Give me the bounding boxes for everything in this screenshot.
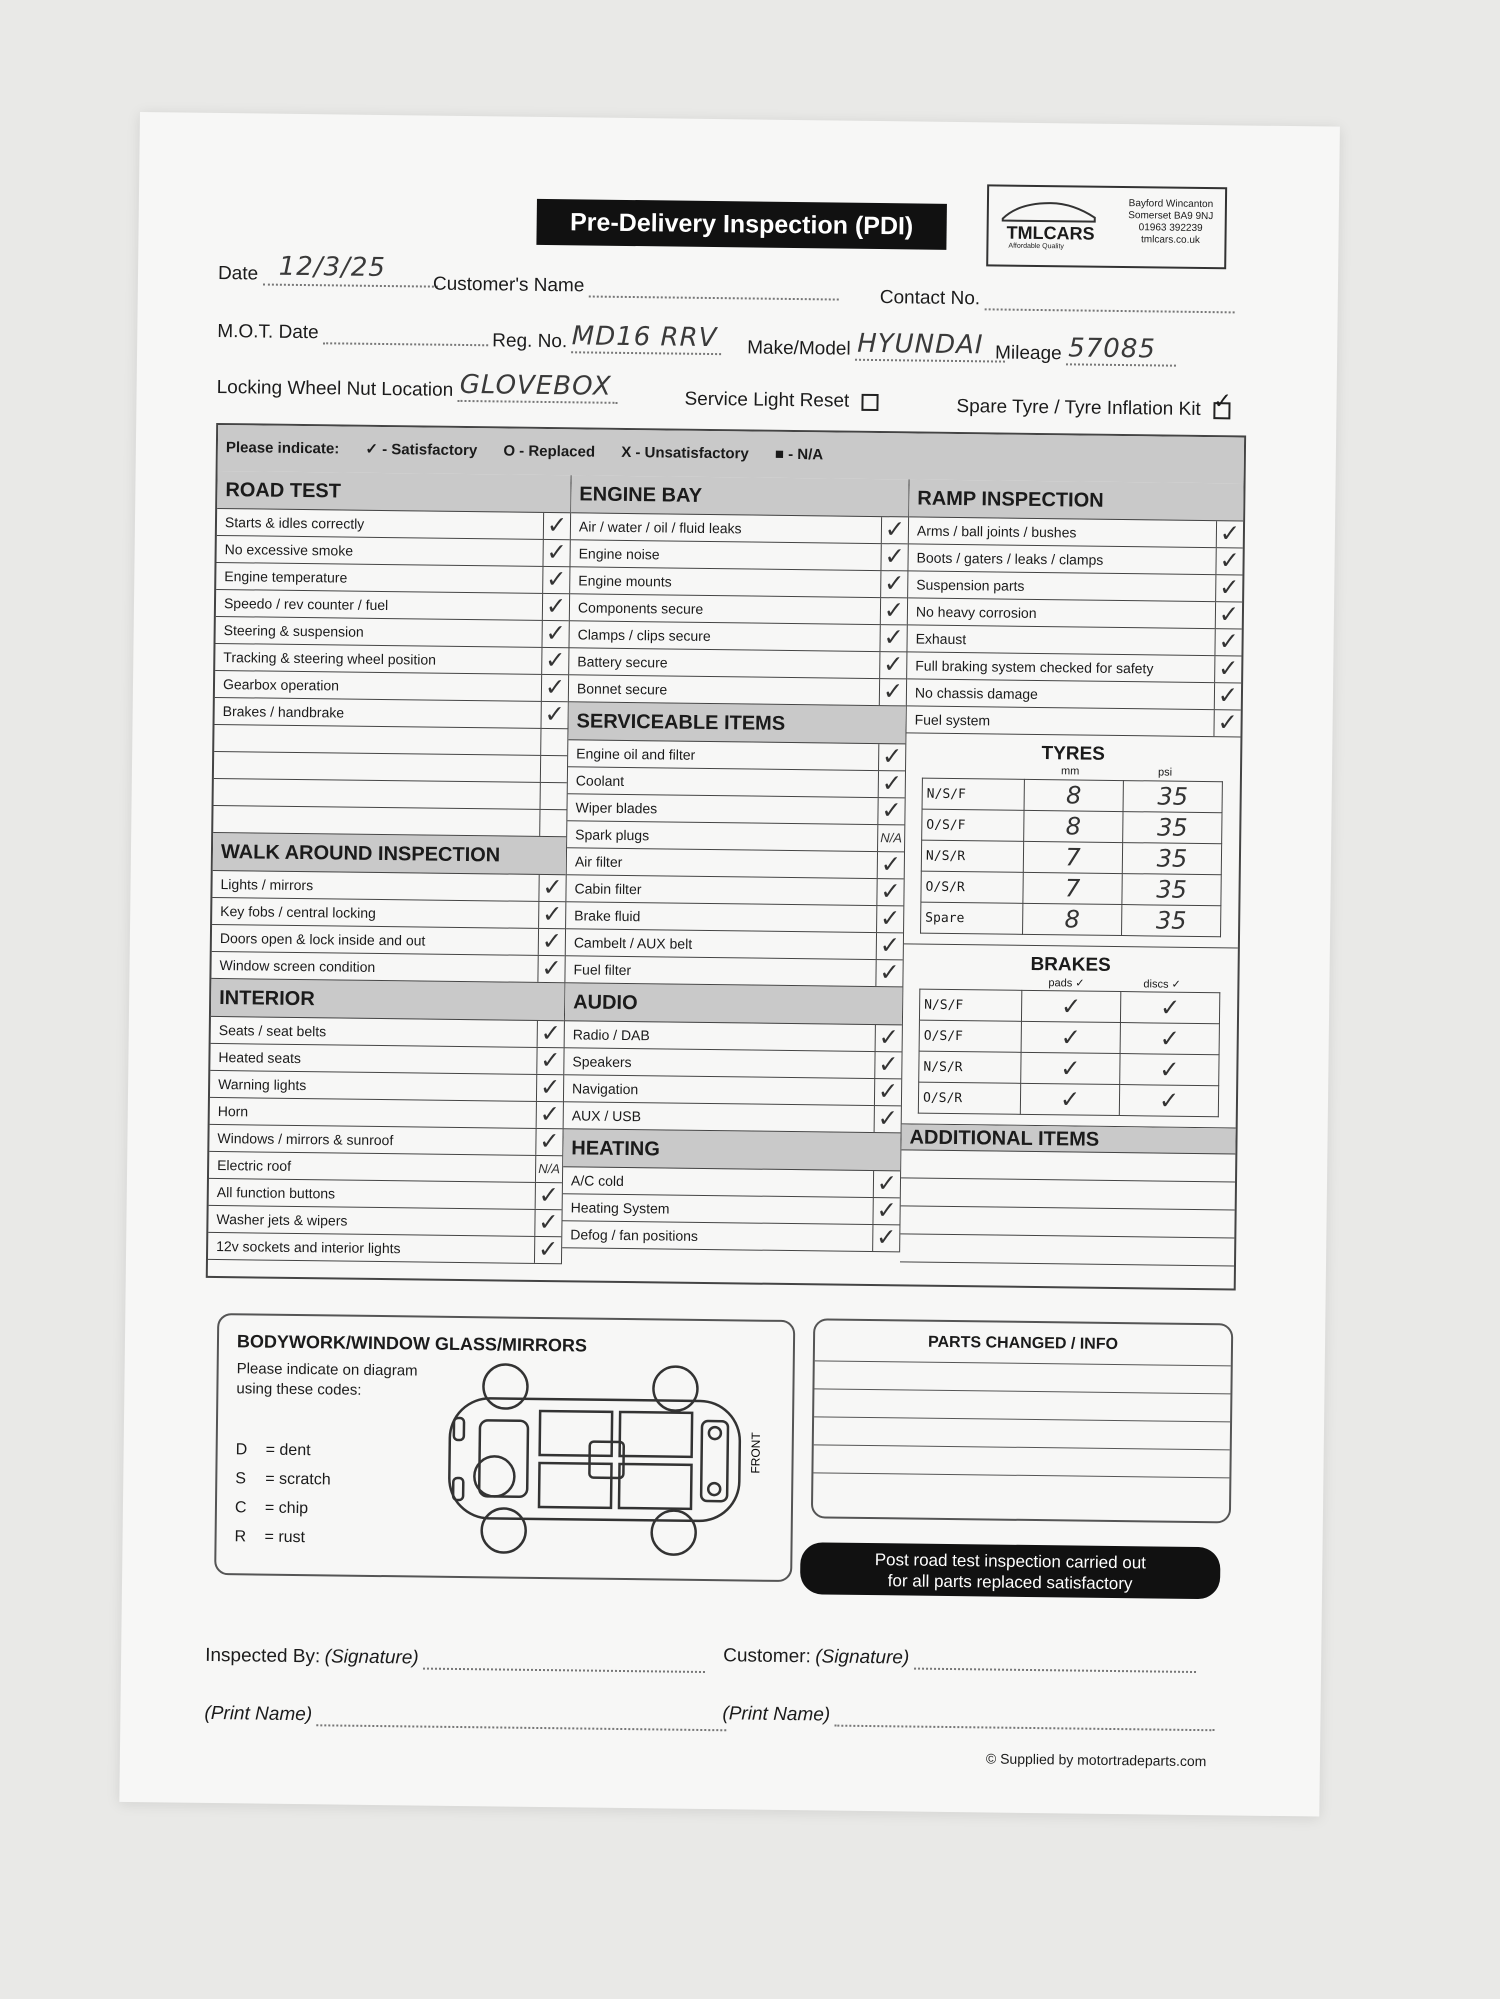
checklist-mark-box[interactable]: ✓ xyxy=(541,675,568,701)
brakes-pads-value[interactable]: ✓ xyxy=(1021,1021,1120,1053)
checklist-row xyxy=(214,725,567,756)
checklist-item-label: Steering & suspension xyxy=(223,622,364,640)
checklist-row xyxy=(907,625,1241,656)
brakes-pads-header: pads ✓ xyxy=(1048,977,1085,990)
checklist-mark-box[interactable]: ✓ xyxy=(880,571,907,597)
checklist-item-label: Speakers xyxy=(572,1053,632,1071)
checklist-mark-box[interactable]: ✓ xyxy=(542,540,569,566)
tyres-mm-value[interactable]: 7 xyxy=(1023,872,1122,904)
checklist-row xyxy=(571,513,908,544)
legend-na: ■ - N/A xyxy=(774,445,824,464)
checklist-row xyxy=(210,1098,563,1129)
column-left xyxy=(208,471,572,1264)
mileage-value: 57085 xyxy=(1067,333,1157,365)
position-label: O/S/F xyxy=(919,1020,1021,1052)
checklist-item-label: Components secure xyxy=(577,599,704,617)
tyres-section xyxy=(904,733,1241,948)
checklist-item-label: Lights / mirrors xyxy=(220,876,314,894)
car-silhouette-icon xyxy=(999,195,1099,226)
service-light-checkbox[interactable] xyxy=(862,394,879,411)
checklist-row xyxy=(565,956,902,987)
checklist-item-label: Exhaust xyxy=(915,630,967,648)
checklist-item-label: Window screen condition xyxy=(219,957,376,975)
checklist-item-label: Brakes / handbrake xyxy=(222,703,345,721)
checklist-mark-box[interactable]: ✓ xyxy=(1214,629,1241,655)
mot-date-field[interactable]: M.O.T. Date xyxy=(217,321,488,346)
checklist-item-label: Doors open & lock inside and out xyxy=(219,930,426,949)
checklist-item-label: Fuel system xyxy=(914,711,991,729)
spare-tyre-field[interactable]: Spare Tyre / Tyre Inflation Kit ✓ xyxy=(956,388,1232,420)
logo-tagline: Affordable Quality xyxy=(1008,242,1064,251)
reg-no-value: MD16 RRV xyxy=(571,321,718,354)
position-label: N/S/F xyxy=(919,989,1021,1021)
heating-section xyxy=(562,1129,900,1252)
checklist-row xyxy=(208,1206,561,1237)
checklist-mark-box[interactable]: ✓ xyxy=(872,1225,899,1251)
checklist-row xyxy=(564,1102,901,1133)
checklist-row xyxy=(569,621,906,652)
checklist-item-label: Speedo / rev counter / fuel xyxy=(223,595,389,614)
checklist-item-label: Bonnet secure xyxy=(576,680,668,698)
legend-replaced: O - Replaced xyxy=(503,442,596,461)
interior-section xyxy=(208,979,564,1264)
checklist-item-label: Heated seats xyxy=(218,1049,302,1067)
checklist-row xyxy=(216,617,569,648)
checklist-item-label: Windows / mirrors & sunroof xyxy=(217,1130,394,1149)
checklist-mark-box[interactable]: ✓ xyxy=(875,960,902,986)
customer-name-field[interactable]: Customer's Name xyxy=(433,274,839,301)
walk-around-section-title: WALK AROUND INSPECTION xyxy=(213,833,566,875)
checklist-item-label: Electric roof xyxy=(217,1157,292,1174)
checklist-item-label: Starts & idles correctly xyxy=(224,514,365,532)
checklist-row xyxy=(216,563,569,594)
car-diagram-icon[interactable] xyxy=(428,1358,770,1562)
checklist-mark-box[interactable]: ✓ xyxy=(538,902,565,928)
front-label: FRONT xyxy=(748,1432,763,1474)
checklist-mark-box[interactable]: ✓ xyxy=(1215,602,1242,628)
bodywork-codes: D = dent S = scratch C = chip R = rust xyxy=(234,1441,331,1547)
checklist-row xyxy=(569,675,906,706)
checklist-mark-box[interactable]: ✓ xyxy=(536,1075,563,1101)
additional-line[interactable] xyxy=(900,1234,1234,1266)
logo-address: Bayford Wincanton Somerset BA9 9NJ 01963 392239 tmlcars.co.uk xyxy=(1128,198,1214,246)
checklist-item-label: No excessive smoke xyxy=(224,541,354,559)
checklist-mark-box[interactable]: ✓ xyxy=(874,1106,901,1132)
road-test-section xyxy=(213,471,570,837)
checklist-item-label: Engine temperature xyxy=(224,568,348,586)
walk-around-section xyxy=(211,833,566,983)
column-right xyxy=(900,479,1244,1266)
tyres-mm-value[interactable]: 8 xyxy=(1024,810,1123,842)
position-label: N/S/F xyxy=(922,778,1024,810)
checklist-row xyxy=(570,540,907,571)
tyres-mm-value[interactable]: 8 xyxy=(1023,903,1122,935)
checklist-row xyxy=(570,567,907,598)
checklist-item-label: Gearbox operation xyxy=(222,676,340,694)
pdi-form-sheet xyxy=(119,112,1340,1817)
brakes-row xyxy=(919,1020,1219,1055)
checklist-mark-box[interactable]: ✓ xyxy=(541,621,568,647)
serviceable-section xyxy=(565,702,905,987)
checklist-row xyxy=(564,1048,901,1079)
checklist-mark-box[interactable]: ✓ xyxy=(876,906,903,932)
checklist-item-label: Engine oil and filter xyxy=(576,745,696,763)
checklist-row xyxy=(566,875,903,906)
customer-signature[interactable]: Customer: (Signature) xyxy=(723,1645,1196,1673)
checklist-row xyxy=(210,1044,563,1075)
checklist-row xyxy=(568,740,905,771)
checklist-mark-box[interactable]: ✓ xyxy=(877,798,904,824)
checklist-row xyxy=(209,1125,562,1156)
checklist-row xyxy=(562,1221,899,1252)
checklist-mark-box[interactable]: ✓ xyxy=(534,1237,561,1263)
tyres-title: TYRES xyxy=(1041,743,1106,765)
road-test-section-title: ROAD TEST xyxy=(217,471,570,513)
position-label: O/S/R xyxy=(921,871,1023,903)
checklist-mark-box[interactable]: N/A xyxy=(877,825,904,851)
bodywork-instructions: Please indicate on diagram using these codes: xyxy=(236,1360,418,1399)
checklist-item-label: Warning lights xyxy=(218,1076,307,1094)
audio-section-title: AUDIO xyxy=(565,983,902,1025)
checklist-item-label: Battery secure xyxy=(577,653,668,671)
checklist-row xyxy=(907,679,1241,710)
brakes-pads-value[interactable]: ✓ xyxy=(1021,1052,1120,1084)
checklist-mark-box[interactable]: ✓ xyxy=(536,1048,563,1074)
heating-section-title: HEATING xyxy=(563,1129,900,1171)
brakes-row xyxy=(919,989,1219,1024)
checklist-mark-box[interactable]: ✓ xyxy=(1214,683,1241,709)
checklist-row xyxy=(214,752,567,783)
checklist-mark-box[interactable]: ✓ xyxy=(880,544,907,570)
checklist-item-label: Arms / ball joints / bushes xyxy=(916,522,1077,541)
checklist-row xyxy=(216,536,569,567)
checklist-row xyxy=(210,1071,563,1102)
brakes-pads-value[interactable]: ✓ xyxy=(1020,1083,1119,1115)
checklist-mark-box[interactable]: ✓ xyxy=(876,879,903,905)
position-label: O/S/F xyxy=(922,809,1024,841)
additional-line[interactable] xyxy=(901,1150,1235,1182)
locking-wheel-nut-field[interactable]: Locking Wheel Nut Location GLOVEBOX xyxy=(216,377,617,404)
checklist-row xyxy=(906,706,1240,737)
tyres-row xyxy=(922,809,1222,844)
checklist-mark-box[interactable]: ✓ xyxy=(879,679,906,705)
checklist-item-label: Seats / seat belts xyxy=(218,1022,327,1040)
checklist-mark-box[interactable]: ✓ xyxy=(535,1129,562,1155)
checklist-item-label: No heavy corrosion xyxy=(915,603,1037,621)
brakes-discs-value[interactable]: ✓ xyxy=(1120,1054,1219,1086)
checklist-row xyxy=(215,644,568,675)
brakes-discs-value[interactable]: ✓ xyxy=(1120,1023,1219,1055)
mileage-field[interactable]: Mileage 57085 xyxy=(995,342,1176,366)
checklist-item-label: Full braking system checked for safety xyxy=(915,657,1154,677)
checklist-item-label: No chassis damage xyxy=(914,684,1039,703)
checklist-row xyxy=(566,902,903,933)
checklist-mark-box[interactable]: ✓ xyxy=(876,933,903,959)
tyres-mm-header: mm xyxy=(1060,765,1080,778)
checklist-row xyxy=(569,648,906,679)
service-light-field[interactable]: Service Light Reset xyxy=(684,389,878,413)
engine-bay-section-title: ENGINE BAY xyxy=(571,475,908,517)
checklist-item-label: Coolant xyxy=(575,772,625,789)
checklist-row xyxy=(562,1194,899,1225)
tyres-psi-value[interactable]: 35 xyxy=(1122,905,1221,937)
additional-line[interactable] xyxy=(901,1178,1235,1210)
checklist-row xyxy=(213,806,566,837)
checklist-mark-box[interactable]: ✓ xyxy=(878,771,905,797)
contact-field[interactable]: Contact No. xyxy=(880,287,1235,313)
checklist-item-label: AUX / USB xyxy=(571,1107,642,1125)
checklist-mark-box[interactable]: ✓ xyxy=(538,875,565,901)
checklist-item-label: All function buttons xyxy=(216,1184,336,1202)
checklist-row xyxy=(563,1167,900,1198)
checklist-row xyxy=(215,671,568,702)
checklist-row xyxy=(215,698,568,729)
checklist-mark-box[interactable]: ✓ xyxy=(537,956,564,982)
checklist-row xyxy=(908,544,1242,575)
checklist-item-label: Heating System xyxy=(570,1199,670,1217)
checklist-mark-box[interactable]: ✓ xyxy=(1215,548,1242,574)
checklist-mark-box[interactable]: ✓ xyxy=(1215,575,1242,601)
brakes-discs-value[interactable]: ✓ xyxy=(1119,1085,1218,1117)
checklist-mark-box[interactable] xyxy=(540,783,567,809)
inspection-grid xyxy=(206,423,1246,1291)
locking-wheel-nut-value: GLOVEBOX xyxy=(459,369,612,402)
checklist-item-label: Cabin filter xyxy=(574,880,642,898)
checklist-mark-box[interactable]: ✓ xyxy=(542,567,569,593)
checklist-item-label: Washer jets & wipers xyxy=(216,1211,348,1229)
checklist-row xyxy=(909,517,1243,548)
make-model-field[interactable]: Make/Model HYUNDAI xyxy=(747,337,1005,362)
checklist-mark-box[interactable] xyxy=(540,756,567,782)
engine-bay-section xyxy=(569,475,909,706)
checklist-item-label: Air / water / oil / fluid leaks xyxy=(578,518,742,537)
date-value: 12/3/25 xyxy=(278,251,387,284)
checklist-mark-box[interactable]: ✓ xyxy=(1213,710,1240,736)
column-middle xyxy=(562,475,909,1252)
checklist-row xyxy=(567,821,904,852)
spare-tyre-checkbox[interactable] xyxy=(1213,388,1232,419)
checklist-row xyxy=(212,871,565,902)
checklist-mark-box[interactable]: ✓ xyxy=(874,1052,901,1078)
brakes-title: BRAKES xyxy=(1030,953,1111,976)
checklist-mark-box[interactable]: ✓ xyxy=(878,744,905,770)
tyres-psi-value[interactable]: 35 xyxy=(1123,812,1222,844)
tyres-row xyxy=(921,840,1221,875)
tyres-psi-value[interactable]: 35 xyxy=(1123,781,1222,813)
position-label: O/S/R xyxy=(918,1082,1020,1114)
checklist-mark-box[interactable]: ✓ xyxy=(1216,521,1243,547)
logo-brand: TMLCARS xyxy=(1006,222,1095,244)
tyres-row xyxy=(922,778,1222,813)
checklist-mark-box[interactable]: ✓ xyxy=(879,652,906,678)
ramp-inspection-section xyxy=(906,479,1243,737)
checklist-mark-box[interactable]: ✓ xyxy=(541,648,568,674)
post-road-test-banner: Post road test inspection carried out for all parts replaced satisfactory xyxy=(800,1542,1221,1599)
position-label: Spare xyxy=(921,902,1023,934)
brakes-pads-value[interactable]: ✓ xyxy=(1021,990,1120,1022)
tyres-row xyxy=(921,871,1221,906)
checklist-row xyxy=(209,1179,562,1210)
checklist-item-label: Fuel filter xyxy=(573,961,632,979)
checklist-item-label: Suspension parts xyxy=(916,576,1025,594)
checklist-row xyxy=(567,794,904,825)
checklist-item-label: Key fobs / central locking xyxy=(220,903,376,921)
checklist-row xyxy=(212,925,565,956)
audio-section xyxy=(564,983,903,1133)
checklist-mark-box[interactable] xyxy=(540,729,567,755)
checklist-mark-box[interactable]: N/A xyxy=(535,1156,562,1182)
checklist-item-label: Tracking & steering wheel position xyxy=(223,649,437,668)
checklist-row xyxy=(211,952,564,983)
checklist-item-label: Wiper blades xyxy=(575,799,658,817)
ramp-inspection-section-title: RAMP INSPECTION xyxy=(909,479,1243,521)
interior-section-title: INTERIOR xyxy=(211,979,564,1021)
parts-line[interactable] xyxy=(813,1445,1229,1478)
serviceable-section-title: SERVICEABLE ITEMS xyxy=(568,702,905,744)
checklist-mark-box[interactable]: ✓ xyxy=(535,1183,562,1209)
bodywork-panel xyxy=(214,1313,795,1582)
checklist-mark-box[interactable]: ✓ xyxy=(537,1021,564,1047)
checklist-mark-box[interactable]: ✓ xyxy=(881,517,908,543)
checklist-item-label: Clamps / clips secure xyxy=(577,626,711,645)
checklist-row xyxy=(907,652,1241,683)
checklist-row xyxy=(570,594,907,625)
additional-line[interactable] xyxy=(900,1206,1234,1238)
checklist-row xyxy=(208,1233,561,1264)
checklist-mark-box[interactable]: ✓ xyxy=(536,1102,563,1128)
checklist-item-label: Engine mounts xyxy=(578,572,672,590)
position-label: N/S/R xyxy=(919,1051,1021,1083)
additional-items-title: ADDITIONAL ITEMS xyxy=(901,1124,1235,1154)
reg-no-field[interactable]: Reg. No. MD16 RRV xyxy=(492,330,722,355)
form-title: Pre-Delivery Inspection (PDI) xyxy=(536,199,947,250)
inspected-by-signature[interactable]: Inspected By: (Signature) xyxy=(205,1645,705,1673)
checklist-row xyxy=(567,848,904,879)
checklist-row xyxy=(209,1152,562,1183)
checklist-row xyxy=(908,571,1242,602)
checklist-mark-box[interactable]: ✓ xyxy=(879,625,906,651)
checklist-item-label: Brake fluid xyxy=(574,907,641,925)
supplied-by-footer: © Supplied by motortradeparts.com xyxy=(985,1750,1207,1770)
checklist-item-label: Boots / gaters / leaks / clamps xyxy=(916,549,1104,568)
legend-prefix: Please indicate: xyxy=(225,439,340,458)
checklist-item-label: Air filter xyxy=(574,853,623,870)
checklist-mark-box[interactable]: ✓ xyxy=(875,1025,902,1051)
checklist-mark-box[interactable]: ✓ xyxy=(542,594,569,620)
checklist-row xyxy=(568,767,905,798)
checklist-item-label: Navigation xyxy=(572,1080,639,1098)
brakes-discs-header: discs ✓ xyxy=(1143,978,1181,991)
customer-print-name[interactable]: (Print Name) xyxy=(722,1703,1214,1731)
checklist-mark-box[interactable]: ✓ xyxy=(880,598,907,624)
brakes-row xyxy=(918,1082,1218,1117)
checklist-row xyxy=(216,590,569,621)
position-label: N/S/R xyxy=(921,840,1023,872)
date-field[interactable]: Date 12/3/25 xyxy=(218,263,438,288)
checklist-item-label: A/C cold xyxy=(570,1172,624,1189)
tyres-row xyxy=(921,902,1221,937)
checklist-item-label: Spark plugs xyxy=(575,826,650,844)
checklist-item-label: Engine noise xyxy=(578,545,660,563)
legend-unsatisfactory: X - Unsatisfactory xyxy=(621,443,749,463)
checklist-mark-box[interactable]: ✓ xyxy=(543,513,570,539)
checklist-row xyxy=(566,929,903,960)
tyres-psi-header: psi xyxy=(1157,766,1173,779)
tyres-mm-value[interactable]: 7 xyxy=(1023,841,1122,873)
checklist-mark-box[interactable]: ✓ xyxy=(1214,656,1241,682)
checklist-row xyxy=(211,1017,564,1048)
tyres-mm-value[interactable]: 8 xyxy=(1024,779,1123,811)
brakes-discs-value[interactable]: ✓ xyxy=(1120,992,1219,1024)
checkmark-icon: ✓ xyxy=(1213,388,1232,414)
inspector-print-name[interactable]: (Print Name) xyxy=(204,1703,726,1731)
checklist-row xyxy=(212,898,565,929)
make-model-value: HYUNDAI xyxy=(856,328,984,361)
checklist-mark-box[interactable] xyxy=(539,810,566,836)
parts-changed-panel xyxy=(811,1318,1233,1523)
checklist-item-label: Defog / fan positions xyxy=(570,1226,699,1244)
tyres-table xyxy=(920,778,1223,938)
checklist-row xyxy=(217,509,570,540)
checklist-mark-box[interactable]: ✓ xyxy=(534,1210,561,1236)
checklist-mark-box[interactable]: ✓ xyxy=(873,1171,900,1197)
additional-items-section xyxy=(900,1124,1236,1266)
brakes-row xyxy=(919,1051,1219,1086)
checklist-item-label: Radio / DAB xyxy=(572,1026,650,1044)
checklist-item-label: 12v sockets and interior lights xyxy=(216,1238,401,1257)
checklist-row xyxy=(565,1021,902,1052)
checklist-mark-box[interactable]: ✓ xyxy=(877,852,904,878)
checklist-item-label: Cambelt / AUX belt xyxy=(573,934,693,952)
checklist-row xyxy=(908,598,1242,629)
checklist-row xyxy=(564,1075,901,1106)
checklist-item-label: Horn xyxy=(217,1103,249,1120)
checklist-row xyxy=(214,779,567,810)
legend-satisfactory: ✓ - Satisfactory xyxy=(365,440,478,460)
checklist-mark-box[interactable]: ✓ xyxy=(874,1079,901,1105)
brakes-section xyxy=(902,944,1238,1128)
parts-changed-title: PARTS CHANGED / INFO xyxy=(927,1333,1119,1354)
checklist-mark-box[interactable]: ✓ xyxy=(541,702,568,728)
bodywork-title: BODYWORK/WINDOW GLASS/MIRRORS xyxy=(236,1331,588,1356)
checklist-mark-box[interactable]: ✓ xyxy=(872,1198,899,1224)
checklist-mark-box[interactable]: ✓ xyxy=(538,929,565,955)
brakes-table xyxy=(918,989,1221,1118)
tmlcars-logo xyxy=(986,184,1227,269)
tyres-psi-value[interactable]: 35 xyxy=(1122,843,1221,875)
tyres-psi-value[interactable]: 35 xyxy=(1122,874,1221,906)
